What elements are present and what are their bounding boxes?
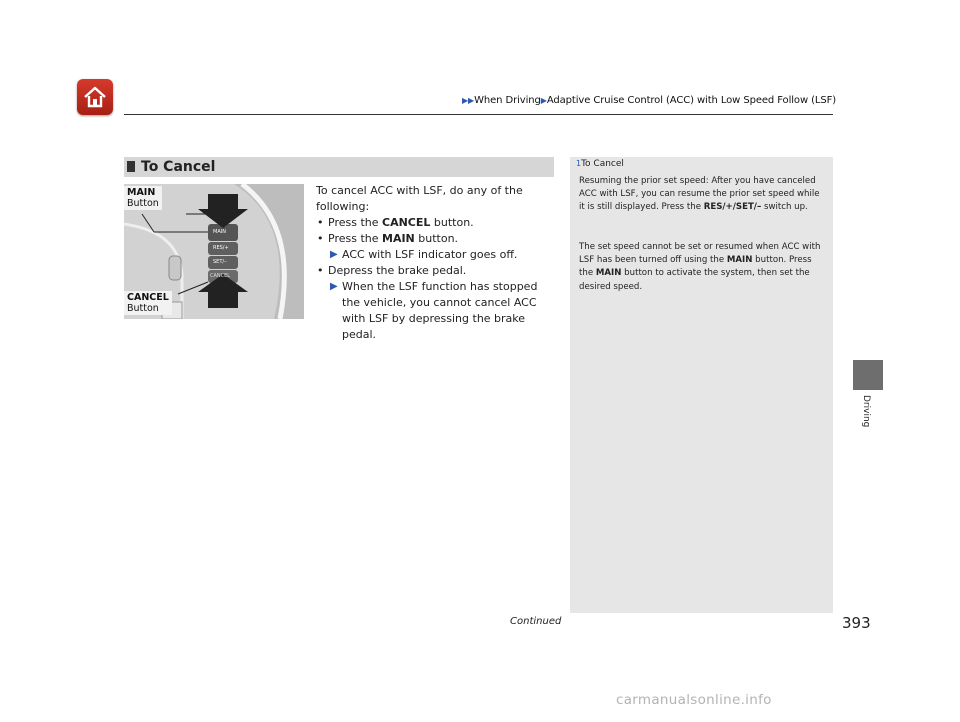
cancel-button-label xyxy=(124,291,172,315)
bullet3-sub-text: When the LSF function has stopped the vehicle, you cannot cancel ACC with LSF by depressing the brake pedal. xyxy=(342,280,538,341)
sidebar-title-text: To Cancel xyxy=(581,159,624,169)
steering-switch-figure xyxy=(124,184,304,319)
heading-square-icon xyxy=(127,161,135,172)
sidebar-p1-text-a: Resuming the prior set speed: After you have canceled ACC with LSF, you can resume the prior set speed while it is still displayed. Press the xyxy=(579,176,820,213)
sidebar-note xyxy=(570,157,833,613)
breadcrumb xyxy=(462,95,836,106)
sidebar-ref-number: 1 xyxy=(576,159,582,168)
switch-set-text: SET/– xyxy=(213,259,227,265)
bullet2-pre: Press the xyxy=(328,232,382,245)
bullet-brake-sub xyxy=(316,279,552,343)
home-button[interactable] xyxy=(77,79,113,115)
main-key-label: MAIN xyxy=(382,232,415,245)
result-arrow-icon: ▶ xyxy=(330,281,338,292)
cancel-label-button-text: Button xyxy=(127,303,159,314)
bullet-cancel xyxy=(316,215,552,231)
main-label-button-text: Button xyxy=(127,198,159,209)
bullet2-post: button. xyxy=(414,232,459,245)
main-label-text: MAIN xyxy=(127,187,156,198)
sidebar-p2-text-c: button to activate the system, then set the desired speed. xyxy=(579,268,810,292)
main-button-label xyxy=(124,186,162,210)
bullet2-sub-text: ACC with LSF indicator goes off. xyxy=(342,248,518,261)
sidebar-paragraph-1 xyxy=(579,175,827,215)
intro-text: To cancel ACC with LSF, do any of the following: xyxy=(316,184,523,213)
bullet-main xyxy=(316,231,552,247)
chapter-tab[interactable] xyxy=(853,360,883,390)
breadcrumb-item-when-driving[interactable]: When Driving xyxy=(474,95,541,106)
sidebar-title xyxy=(576,159,624,169)
sidebar-paragraph-2 xyxy=(579,241,827,294)
breadcrumb-arrow-icon: ▶ xyxy=(540,96,547,105)
sidebar-main-key-1: MAIN xyxy=(726,255,753,266)
sidebar-p2-text-b: button. Press the xyxy=(579,255,812,279)
sidebar-res-set-key: RES/+/SET/– xyxy=(703,202,762,213)
section-heading xyxy=(124,157,554,177)
cancel-key-label: CANCEL xyxy=(382,216,431,229)
instructions xyxy=(316,183,552,343)
section-title: To Cancel xyxy=(141,159,216,175)
cancel-label-text: CANCEL xyxy=(127,292,169,303)
bullet-main-sub xyxy=(316,247,552,263)
switch-cancel-text: CANCEL xyxy=(210,273,231,279)
result-arrow-icon: ▶ xyxy=(330,249,338,260)
sidebar-p2-text-a: The set speed cannot be set or resumed when ACC with LSF has been turned off using the xyxy=(579,242,821,266)
bullet-brake: • Depress the brake pedal. xyxy=(316,263,552,279)
bullet1-post: button. xyxy=(430,216,474,229)
breadcrumb-item-acc[interactable]: Adaptive Cruise Control (ACC) with Low Speed Follow (LSF) xyxy=(546,95,837,106)
chapter-tab-label: Driving xyxy=(861,395,871,428)
switch-res-text: RES/+ xyxy=(213,245,229,251)
sidebar-p1-text-b: switch up. xyxy=(761,202,808,213)
header-rule xyxy=(124,114,833,115)
watermark: carmanualsonline.info xyxy=(616,692,772,708)
bullet1-pre: Press the xyxy=(328,216,382,229)
continued-label: Continued xyxy=(510,616,562,627)
breadcrumb-arrow-icon: ▶▶ xyxy=(462,96,475,105)
switch-main-text: MAIN xyxy=(213,229,226,235)
sidebar-main-key-2: MAIN xyxy=(595,268,622,279)
page-number: 393 xyxy=(842,614,871,632)
home-icon xyxy=(82,84,108,110)
